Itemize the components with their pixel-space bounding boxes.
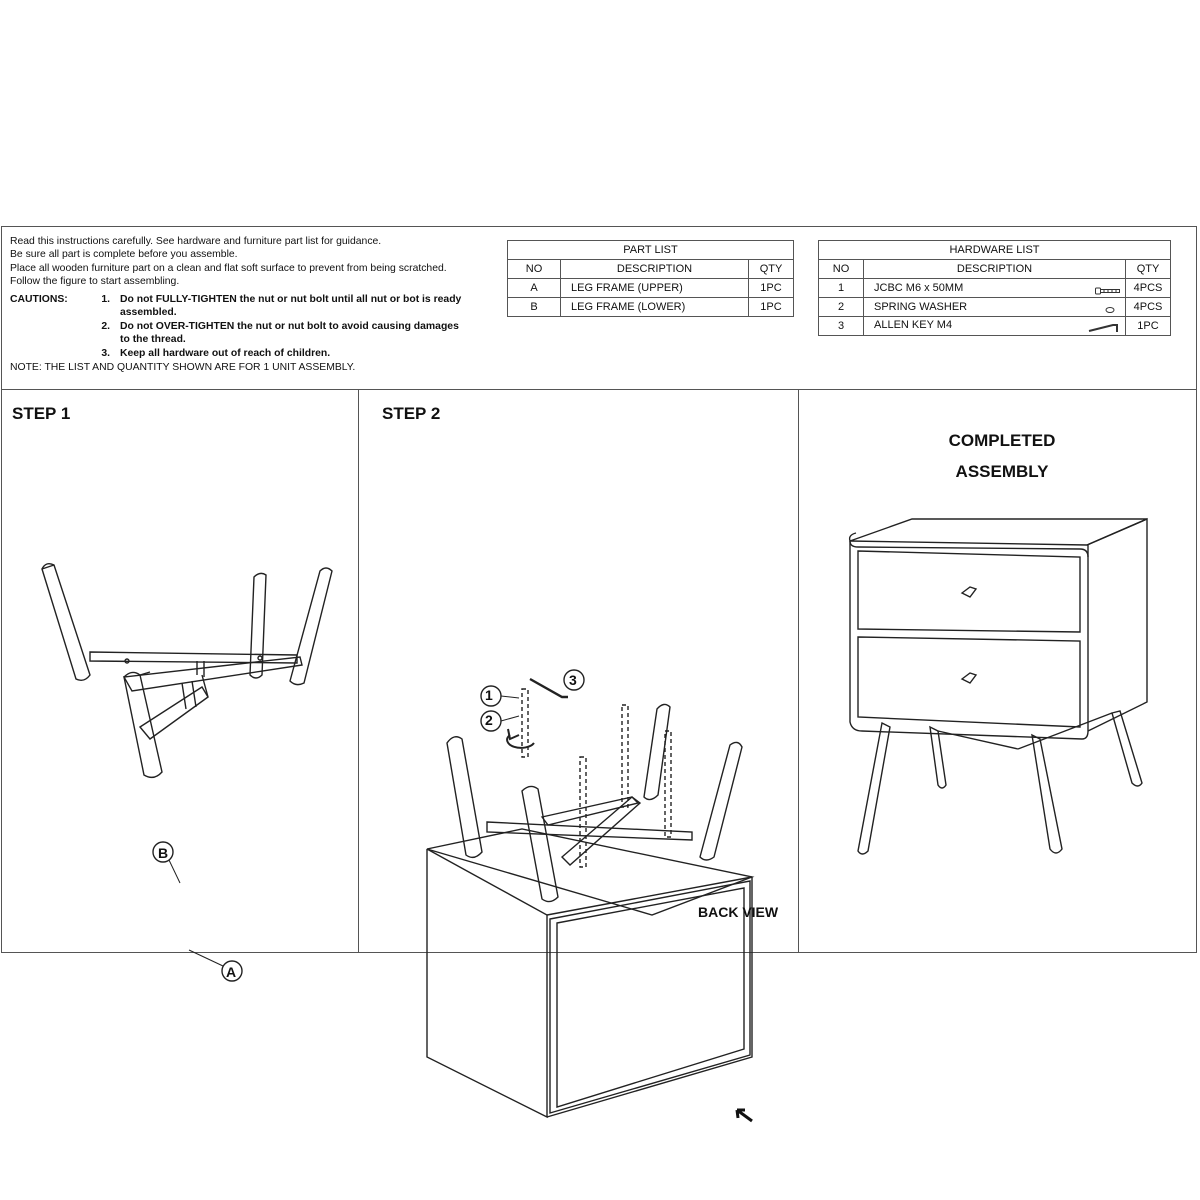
- cautions-block: [10, 293, 505, 361]
- washer-icon: [1099, 306, 1121, 314]
- table-row: [819, 279, 1171, 298]
- part-list-table: [507, 240, 794, 317]
- back-view-arrow-icon: [732, 1105, 756, 1125]
- intro-text: [10, 235, 505, 374]
- hardware-description-text: JCBC M6 x 50MM: [874, 281, 964, 294]
- completed-line-2: ASSEMBLY: [955, 462, 1049, 481]
- hardware-description-text: ALLEN KEY M4: [874, 318, 953, 331]
- caution-number: 2.: [101, 320, 110, 332]
- caution-number: 3.: [101, 348, 110, 359]
- table-row: [508, 279, 794, 298]
- step1-leg-frame-illustration: [32, 557, 342, 787]
- part-description: LEG FRAME (LOWER): [561, 298, 749, 317]
- allen-key-icon: [1087, 322, 1121, 334]
- intro-line: Read this instructions carefully. See hardware and furniture part list for guidance.: [10, 236, 382, 247]
- hardware-description: [864, 317, 1126, 336]
- part-qty: 1PC: [749, 279, 794, 298]
- callout-label-1: 1: [485, 687, 493, 703]
- part-qty: 1PC: [749, 298, 794, 317]
- intro-line: Be sure all part is complete before you assemble.: [10, 249, 238, 261]
- part-no: B: [508, 298, 561, 317]
- completed-assembly-title: [932, 425, 1072, 487]
- instruction-sheet: [1, 226, 1197, 980]
- hardware-list-title: HARDWARE LIST: [819, 241, 1171, 260]
- caution-text: Keep all hardware out of reach of children.: [120, 348, 331, 359]
- callout-label-a: A: [226, 964, 237, 980]
- hardware-qty: 4PCS: [1126, 279, 1171, 298]
- table-row: [508, 298, 794, 317]
- panel-divider: [798, 389, 799, 952]
- hardware-qty: 4PCS: [1126, 298, 1171, 317]
- hardware-no: 2: [819, 298, 864, 317]
- hardware-description: [864, 298, 1126, 317]
- panel-divider: [358, 389, 359, 952]
- column-header-description: DESCRIPTION: [561, 260, 749, 279]
- cautions-label: CAUTIONS:: [10, 293, 68, 305]
- table-row: [819, 317, 1171, 336]
- part-no: A: [508, 279, 561, 298]
- column-header-qty: QTY: [749, 260, 794, 279]
- hardware-no: 1: [819, 279, 864, 298]
- step1-title: STEP 1: [12, 404, 71, 423]
- caution-text: Do not OVER-TIGHTEN the nut or nut bolt to avoid causing damages to the thread.: [120, 320, 459, 346]
- completed-nightstand-illustration: [842, 517, 1152, 887]
- section-divider: [2, 389, 1196, 390]
- step2-title: STEP 2: [382, 404, 441, 423]
- callout-label-b: B: [158, 845, 169, 861]
- caution-text: Do not FULLY-TIGHTEN the nut or nut bolt until all nut or bot is ready assembled.: [120, 293, 462, 319]
- caution-number: 1.: [101, 293, 110, 305]
- quantity-note: NOTE: THE LIST AND QUANTITY SHOWN ARE FOR 1 UNIT ASSEMBLY.: [10, 361, 356, 373]
- hardware-list-table: [818, 240, 1171, 336]
- intro-line: Follow the figure to start assembling.: [10, 276, 180, 288]
- intro-line: Place all wooden furniture part on a clean and flat soft surface to prevent from being scratched.: [10, 262, 447, 274]
- callout-label-3: 3: [569, 672, 577, 688]
- column-header-description: DESCRIPTION: [864, 260, 1126, 279]
- column-header-no: NO: [508, 260, 561, 279]
- bolt-icon: [1095, 287, 1121, 295]
- column-header-no: NO: [819, 260, 864, 279]
- hardware-description: [864, 279, 1126, 298]
- completed-line-1: COMPLETED: [948, 431, 1056, 450]
- back-view-label: BACK VIEW: [698, 904, 779, 920]
- callout-label-2: 2: [485, 712, 493, 728]
- hardware-qty: 1PC: [1126, 317, 1171, 336]
- callout-a: [187, 942, 247, 992]
- part-description: LEG FRAME (UPPER): [561, 279, 749, 298]
- hardware-no: 3: [819, 317, 864, 336]
- hardware-description-text: SPRING WASHER: [874, 300, 968, 313]
- part-list-title: PART LIST: [508, 241, 794, 260]
- table-row: [819, 298, 1171, 317]
- column-header-qty: QTY: [1126, 260, 1171, 279]
